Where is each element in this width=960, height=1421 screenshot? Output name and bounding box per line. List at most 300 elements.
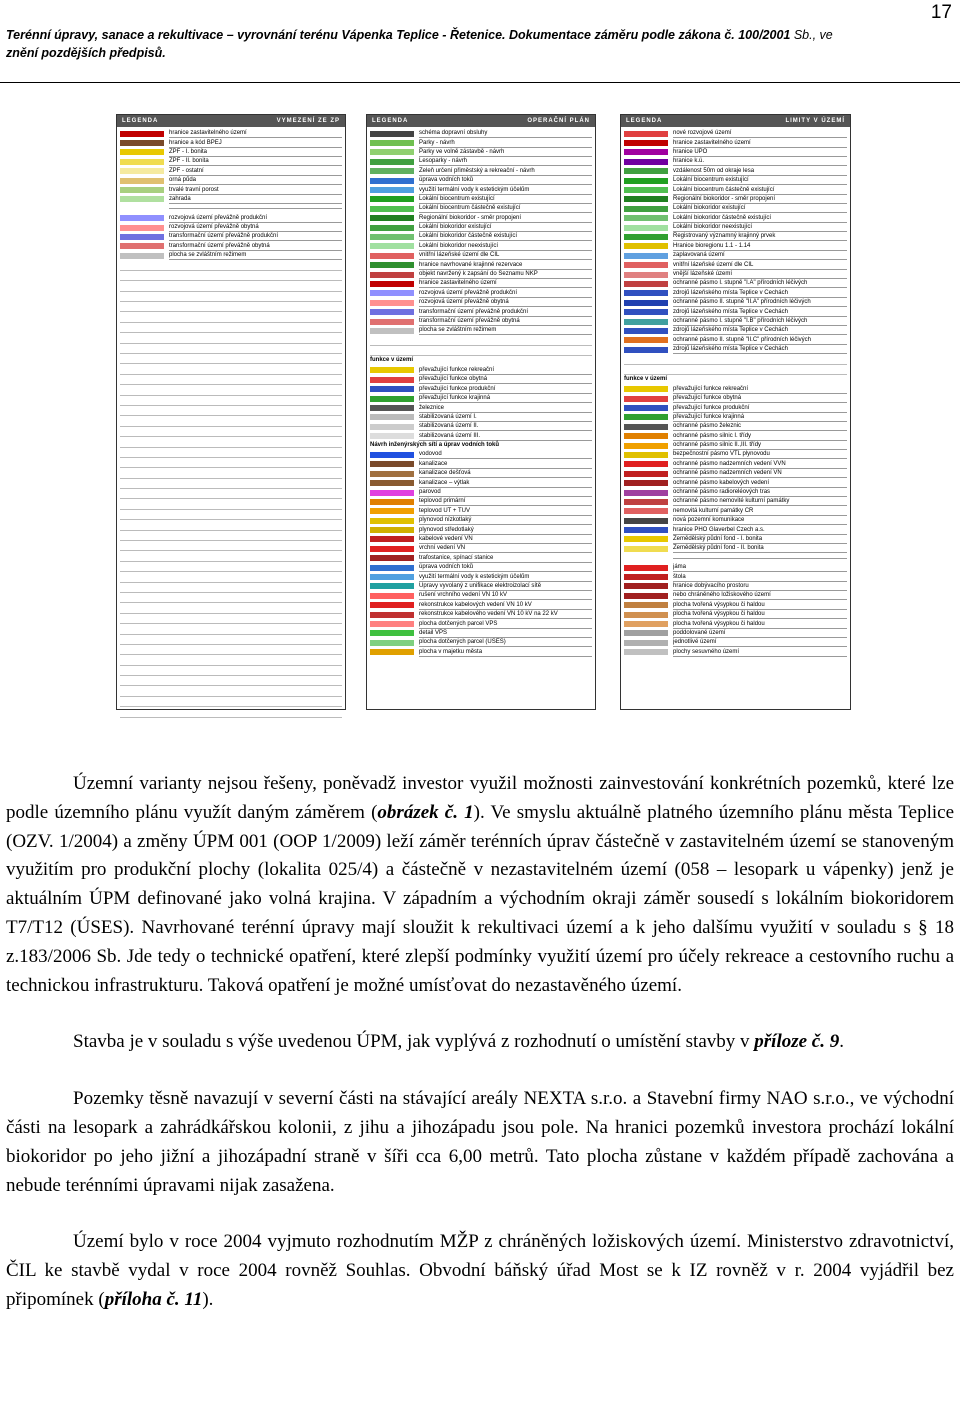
- legend-label: zdrojů lázeňského místa Teplice v Čechách: [673, 289, 847, 298]
- legend-label: převažující funkce obytná: [419, 375, 592, 384]
- legend-items: [367, 127, 595, 659]
- legend-symbol: [370, 319, 414, 325]
- paragraph-1: [6, 770, 954, 1000]
- legend-item: [624, 478, 847, 487]
- legend-blank-row: [120, 427, 342, 437]
- legend-symbol: [370, 461, 414, 467]
- legend-blank-row: [120, 260, 342, 270]
- legend-label: převažující funkce produkční: [673, 404, 847, 413]
- legend-symbol: [624, 272, 668, 278]
- legend-symbol: [370, 546, 414, 552]
- legend-label: Lokální biokoridor existující: [673, 204, 847, 213]
- legend-item: [624, 176, 847, 185]
- legend-blank-row: [624, 354, 847, 364]
- legend-symbol: [624, 309, 668, 315]
- legend-symbol: [370, 499, 414, 505]
- legend-symbol: [624, 443, 668, 449]
- legend-symbol: [120, 187, 164, 193]
- legend-item: [120, 157, 342, 166]
- legend-label: plynovod středotlaký: [419, 526, 592, 535]
- legend-item: [370, 450, 592, 459]
- legend-item: [624, 385, 847, 394]
- legend-item: [624, 403, 847, 412]
- legend-item: [370, 375, 592, 384]
- legend-symbol: [624, 253, 668, 259]
- legend-label: [169, 208, 342, 209]
- legend-symbol: [370, 405, 414, 411]
- legend-item: [624, 279, 847, 288]
- legend-item: [370, 413, 592, 422]
- legend-blank-row: [120, 323, 342, 333]
- legend-symbol: [624, 461, 668, 467]
- legend-item: [624, 298, 847, 307]
- legend-item: [624, 441, 847, 450]
- legend-label: schéma dopravní obsluhy: [419, 129, 592, 138]
- legend-label: převažující funkce rekreační: [673, 385, 847, 394]
- legend-item: [370, 270, 592, 279]
- body-text: [6, 770, 954, 1315]
- legend-item: [120, 176, 342, 185]
- legend-item: [370, 279, 592, 288]
- legend-blank-row: [120, 603, 342, 613]
- legend-symbol: [370, 206, 414, 212]
- legend-symbol: [370, 414, 414, 420]
- legend-item: [624, 488, 847, 497]
- legend-label: teplovod primární: [419, 497, 592, 506]
- legend-item: [370, 516, 592, 525]
- legend-symbol: [370, 262, 414, 268]
- legend-symbol: [370, 140, 414, 146]
- legend-symbol: [370, 452, 414, 458]
- legend-symbol: [624, 243, 668, 249]
- header-title-line2: znění pozdějších předpisů.: [6, 46, 166, 60]
- legend-item: [624, 129, 847, 138]
- legend-item: [624, 242, 847, 251]
- legend-blank-row: [120, 707, 342, 717]
- paragraph-2-text-cont: .: [839, 1031, 844, 1053]
- legend-label: rozvojová území převážně obytná: [419, 298, 592, 307]
- legend-symbol: [624, 546, 668, 552]
- legend-symbol: [120, 159, 164, 165]
- legend-symbol: [370, 290, 414, 296]
- legend-label: rekonstrukce kabelového vedení VN 10 kV na 22 kV: [419, 610, 592, 619]
- legend-blank-row: [120, 271, 342, 281]
- legend-symbol: [370, 187, 414, 193]
- paragraph-2: [6, 1028, 954, 1057]
- legend-label: ZPF - I. bonita: [169, 148, 342, 157]
- legend-label: hranice navrhované krajinné rezervace: [419, 261, 592, 270]
- legend-label: Lesoparky - návrh: [419, 157, 592, 166]
- legend-item: [370, 260, 592, 269]
- legend-symbol: [624, 215, 668, 221]
- legend-symbol: [370, 159, 414, 165]
- legend-symbol: [370, 196, 414, 202]
- legend-item: [120, 195, 342, 204]
- legend-label: trvalé travní porost: [169, 186, 342, 195]
- legend-symbol: [624, 131, 668, 137]
- legend-item: [370, 204, 592, 213]
- legend-item: [370, 214, 592, 223]
- legend-symbol: [370, 518, 414, 524]
- legend-label: Lokální biokoridor neexistující: [419, 242, 592, 251]
- legend-label: ochranné pásmo železnic: [673, 422, 847, 431]
- legend-label: vnitřní lázeňské území dle ČIL: [673, 261, 847, 270]
- legend-symbol: [370, 149, 414, 155]
- legend-item: [120, 214, 342, 223]
- legend-symbol: [624, 536, 668, 542]
- legend-symbol: [120, 243, 164, 249]
- legend-symbol: [624, 630, 668, 636]
- legend-symbol: [624, 300, 668, 306]
- legend-label: ochranné pásmo silnic II.,III. třídy: [673, 441, 847, 450]
- legend-label: transformační území převážně produkční: [419, 308, 592, 317]
- legend-symbol: [370, 281, 414, 287]
- legend-item: [624, 214, 847, 223]
- legend-blank-row: [120, 697, 342, 707]
- legend-item: [370, 638, 592, 647]
- legend-label: hranice k.ú.: [673, 157, 847, 166]
- legend-blank-row: [120, 281, 342, 291]
- legend-blank-row: [624, 365, 847, 375]
- legend-label: využití termální vody k estetickým účelům: [419, 573, 592, 582]
- paragraph-4-text-cont: ).: [202, 1288, 214, 1310]
- legend-blank-row: [120, 551, 342, 561]
- legend-symbol: [370, 367, 414, 373]
- legend-label: ZPF - II. bonita: [169, 157, 342, 166]
- legend-blank-row: [120, 302, 342, 312]
- legend-symbol: [120, 149, 164, 155]
- legend-item: [624, 638, 847, 647]
- legend-column-operational-plan: [366, 114, 596, 710]
- legend-label: plocha tvořená výsypkou či haldou: [673, 620, 847, 629]
- legend-symbol: [624, 452, 668, 458]
- legend-label: hranice zastavitelného území: [169, 129, 342, 138]
- legend-label: zdrojů lázeňského místa Teplice v Čechách: [673, 326, 847, 335]
- legend-blank-row: [120, 406, 342, 416]
- legend-item: [624, 582, 847, 591]
- legend-item: [624, 450, 847, 459]
- legend-label: rozvojová území převážně produkční: [419, 289, 592, 298]
- legend-label: plocha se zvláštním režimem: [169, 251, 342, 260]
- legend-symbol: [370, 234, 414, 240]
- legend-label: poddolované území: [673, 629, 847, 638]
- legend-item: [624, 195, 847, 204]
- legend-item: [624, 345, 847, 354]
- legend-symbol: [370, 602, 414, 608]
- legend-item: [120, 129, 342, 138]
- legend-label: ochranné pásmo nadzemních vedení VVN: [673, 460, 847, 469]
- legend-blank-row: [120, 396, 342, 406]
- legend-symbol: [370, 168, 414, 174]
- legend-label: ZPF - ostatní: [169, 167, 342, 176]
- legend-blank-row: [120, 666, 342, 676]
- legend-symbol: [370, 253, 414, 259]
- legend-item: [624, 535, 847, 544]
- legend-symbol: [624, 574, 668, 580]
- legend-symbol: [624, 149, 668, 155]
- legend-blank-row: [120, 635, 342, 645]
- legend-symbol: [370, 215, 414, 221]
- legend-item: [370, 507, 592, 516]
- legend-symbol: [370, 565, 414, 571]
- legend-label: hranice dobývacího prostoru: [673, 582, 847, 591]
- legend-label: zahrada: [169, 195, 342, 204]
- legend-label: rušení vrchního vedení VN 10 kV: [419, 591, 592, 600]
- legend-item: [624, 148, 847, 157]
- legend-label: převažující funkce krajinná: [673, 413, 847, 422]
- legend-item: [624, 497, 847, 506]
- legend-item: [370, 148, 592, 157]
- legend-item: [370, 582, 592, 591]
- legend-symbol: [624, 347, 668, 353]
- legend-label: Lokální biokoridor částečně existující: [673, 214, 847, 223]
- figure-reference: obrázek č. 1: [377, 801, 474, 823]
- legend-symbol: [370, 377, 414, 383]
- legend-item: [370, 138, 592, 147]
- legend-blank-row: [120, 333, 342, 343]
- legend-section-functions: funkce v území: [624, 376, 668, 383]
- legend-symbol: [624, 206, 668, 212]
- paragraph-2-text: Stavba je v souladu s výše uvedenou ÚPM, jak vyplývá z rozhodnutí o umístění stavby v: [73, 1031, 755, 1053]
- legend-item: [370, 422, 592, 431]
- legend-symbol: [624, 328, 668, 334]
- legend-symbol: [624, 518, 668, 524]
- legend-symbol: [624, 424, 668, 430]
- legend-symbol: [624, 583, 668, 589]
- legend-symbol: [624, 290, 668, 296]
- legend-label: jáma: [673, 563, 847, 572]
- legend-item: [370, 469, 592, 478]
- legend-header-left: LEGENDA: [372, 118, 409, 124]
- legend-label: plochy sesuvného území: [673, 648, 847, 657]
- legend-symbol: [370, 640, 414, 646]
- legend-symbol: [624, 612, 668, 618]
- legend-label: Regionální biokoridor - směr propojení: [673, 195, 847, 204]
- legend-symbol: [370, 225, 414, 231]
- legend-header-right: VYMEZENÍ ZE ZP: [276, 118, 340, 124]
- legend-label: hranice zastavitelného území: [419, 279, 592, 288]
- legend-symbol: [624, 414, 668, 420]
- legend-item: [624, 554, 847, 563]
- legend-item: [370, 497, 592, 506]
- legend-blank-row: [120, 676, 342, 686]
- legend-item: [624, 432, 847, 441]
- legend-label: plynovod nízkotlaký: [419, 516, 592, 525]
- header-title-tail: Sb., ve: [790, 28, 833, 42]
- legend-item: [370, 535, 592, 544]
- legend-blank-row: [120, 416, 342, 426]
- legend-label: hranice zastavitelného území: [673, 139, 847, 148]
- legend-symbol: [624, 593, 668, 599]
- legend-label: nové rozvojové území: [673, 129, 847, 138]
- legend-symbol: [370, 424, 414, 430]
- legend-section-functions: funkce v území: [370, 357, 414, 364]
- legend-item: [370, 432, 592, 441]
- legend-blank-row: [120, 468, 342, 478]
- legend-item: [624, 563, 847, 572]
- legend-label: vnější lázeňské území: [673, 270, 847, 279]
- legend-symbol: [624, 490, 668, 496]
- legend-label: Lokální biocentrum částečně existující: [419, 204, 592, 213]
- legend-items: [621, 127, 850, 659]
- legend-label: vrchní vedení VN: [419, 544, 592, 553]
- legend-item: [120, 223, 342, 232]
- legend-label: Zeleň určení přiměstský a rekreační - návrh: [419, 167, 592, 176]
- legend-item: [624, 394, 847, 403]
- legend-item: [370, 647, 592, 656]
- legend-header-right: LIMITY V ÚZEMÍ: [785, 118, 845, 124]
- legend-item: [370, 563, 592, 572]
- legend-label: převažující funkce produkční: [419, 385, 592, 394]
- legend-symbol: [624, 480, 668, 486]
- legend-item: [624, 223, 847, 232]
- legend-item: [370, 394, 592, 403]
- legend-symbol: [370, 396, 414, 402]
- legend-label: ochranné pásmo II. stupně "II.C" přírodních léčivých: [673, 336, 847, 345]
- legend-blank-row: [120, 531, 342, 541]
- legend-item: [624, 647, 847, 656]
- legend-column-limits: [620, 114, 851, 710]
- legend-label: zaplavovaná území: [673, 251, 847, 260]
- legend-item: [624, 413, 847, 422]
- legend-label: Úpravy vyvolaný z unifikace elektroizolací sítě: [419, 582, 592, 591]
- legend-label: vnitřní lázeňské území dle ČIL: [419, 251, 592, 260]
- legend-item: [370, 223, 592, 232]
- legend-label: převažující funkce krajinná: [419, 394, 592, 403]
- legend-symbol: [370, 536, 414, 542]
- legend-item: [624, 507, 847, 516]
- legend-label: zdrojů lázeňského místa Teplice v Čechách: [673, 345, 847, 354]
- legend-label: Lokální biokoridor existující: [419, 223, 592, 232]
- legend-item: [370, 554, 592, 563]
- legend-item: [370, 251, 592, 260]
- legend-blank-row: [120, 292, 342, 302]
- legend-symbol: [370, 555, 414, 561]
- legend-item: [370, 242, 592, 251]
- legend-symbol: [370, 243, 414, 249]
- header-divider: [0, 82, 960, 83]
- legend-item: [624, 326, 847, 335]
- legend-blank-row: [370, 346, 592, 356]
- legend-blank-row: [120, 479, 342, 489]
- legend-symbol: [624, 640, 668, 646]
- legend-blank-row: [370, 336, 592, 346]
- legend-label: ochranné pásmo kabelových vedení: [673, 479, 847, 488]
- legend-symbol: [120, 206, 164, 212]
- legend-item: [370, 176, 592, 185]
- legend-label: Parky ve volně zástavbě - návrh: [419, 148, 592, 157]
- legend-label: převažující funkce rekreační: [419, 366, 592, 375]
- legend-item: [624, 251, 847, 260]
- legend-item: [624, 460, 847, 469]
- legend-item: [120, 204, 342, 213]
- legend-symbol: [624, 621, 668, 627]
- legend-label: úprava vodních toků: [419, 563, 592, 572]
- legend-item: [370, 572, 592, 581]
- legend-symbol: [624, 196, 668, 202]
- legend-symbol: [120, 215, 164, 221]
- legend-label: transformační území převážně obytná: [169, 242, 342, 251]
- legend-label: teplovod ÚT + TÚV: [419, 507, 592, 516]
- legend-symbol: [120, 253, 164, 259]
- legend-symbol: [370, 612, 414, 618]
- legend-blank-row: [120, 489, 342, 499]
- legend-item: [624, 544, 847, 553]
- legend-label: kanalizace dešťová: [419, 469, 592, 478]
- legend-symbol: [624, 433, 668, 439]
- legend-item: [624, 157, 847, 166]
- legend-item: [370, 478, 592, 487]
- legend-symbol: [370, 328, 414, 334]
- legend-item: [370, 232, 592, 241]
- legend-symbol: [624, 140, 668, 146]
- legend-label: ochranné pásmo nemovité kulturní památky: [673, 497, 847, 506]
- legend-label: kanalizace – výtlak: [419, 479, 592, 488]
- legend-symbol: [120, 131, 164, 137]
- legend-symbol: [370, 527, 414, 533]
- legend-label: Hranice bioregionu 1.1 - 1.14: [673, 242, 847, 251]
- legend-symbol: [624, 262, 668, 268]
- legend-item: [370, 488, 592, 497]
- legend-symbol: [370, 178, 414, 184]
- legend-symbol: [370, 386, 414, 392]
- legend-item: [370, 326, 592, 335]
- legend-item: [370, 544, 592, 553]
- legend-label: plocha se zvláštním režimem: [419, 326, 592, 335]
- legend-label: ochranné pásmo II. stupně "II.A" přírodních léčivých: [673, 298, 847, 307]
- legend-symbol: [624, 386, 668, 392]
- legend-symbol: [624, 499, 668, 505]
- legend-blank-row: [120, 624, 342, 634]
- legend-label: detail VPS: [419, 629, 592, 638]
- legend-label: převažující funkce obytná: [673, 394, 847, 403]
- legend-symbol: [370, 621, 414, 627]
- legend-label: ochranné pásmo I. stupně "I.B" přírodních léčivých: [673, 317, 847, 326]
- legend-label: rozvojová území převážně produkční: [169, 214, 342, 223]
- legend-label: Lokální biocentrum existující: [673, 176, 847, 185]
- legend-figure: [116, 114, 851, 708]
- legend-item: [370, 385, 592, 394]
- legend-item: [624, 307, 847, 316]
- legend-section-network: Návrh inženýrských sítí a úprav vodních toků: [370, 441, 500, 448]
- legend-label: plocha dotčených parcel VPS: [419, 620, 592, 629]
- legend-header-right: OPERAČNÍ PLÁN: [527, 118, 590, 124]
- legend-items-limits: [624, 422, 847, 657]
- legend-symbol: [624, 159, 668, 165]
- legend-blank-row: [120, 655, 342, 665]
- attachment-reference: příloha č. 11: [104, 1288, 203, 1310]
- legend-item: [624, 232, 847, 241]
- legend-symbol: [624, 649, 668, 655]
- legend-label: štola: [673, 573, 847, 582]
- legend-item: [370, 317, 592, 326]
- legend-symbol: [120, 168, 164, 174]
- legend-label: ochranné pásmo I. stupně "I.A" přírodních léčivých: [673, 279, 847, 288]
- legend-item: [624, 185, 847, 194]
- legend-symbol: [120, 225, 164, 231]
- legend-label: ochranné pásmo nadzemních vedení VN: [673, 469, 847, 478]
- legend-symbol: [120, 140, 164, 146]
- legend-symbol: [624, 225, 668, 231]
- legend-symbol: [624, 471, 668, 477]
- legend-symbol: [370, 583, 414, 589]
- legend-blank-row: [120, 562, 342, 572]
- legend-item: [624, 619, 847, 628]
- legend-item: [624, 601, 847, 610]
- legend-label: hranice a kód BPEJ: [169, 139, 342, 148]
- paragraph-1-text: Územní varianty nejsou řešeny, poněvadž investor využil možnosti zainvestování konkrétních pozemků, které lze podle územního plánu využít daným záměrem (: [6, 773, 954, 823]
- legend-label: kabelové vedení VN: [419, 535, 592, 544]
